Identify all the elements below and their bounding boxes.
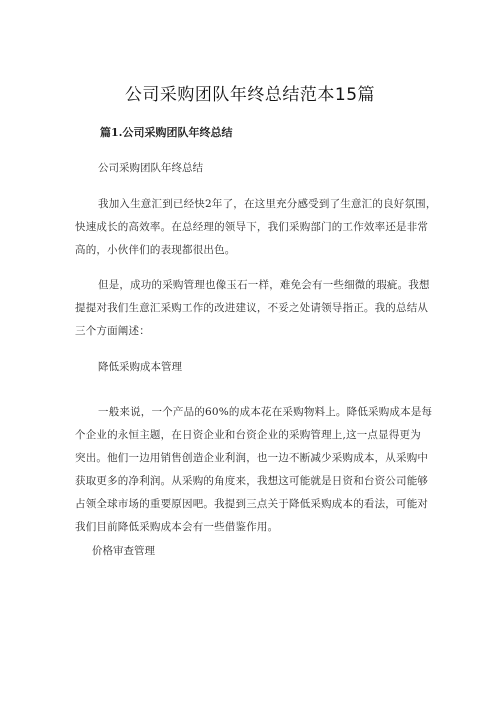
heading-price-review: 价格审查管理 (92, 545, 155, 557)
paragraph-line: 快速成长的高效率。在总经理的领导下，我们采购部门的工作效率还是非常 (75, 221, 429, 233)
paragraph-line: 我们目前降低采购成本会有一些借鉴作用。 (75, 521, 279, 533)
paragraph-line: 占领全球市场的重要原因吧。我提到三点关于降低采购成本的看法，可能对 (75, 498, 429, 510)
paragraph-line: 一般来说，一个产品的60%的成本花在采购物料上。降低采购成本是每 (98, 406, 433, 418)
paragraph-line: 三个方面阐述： (75, 325, 150, 337)
paragraph-line: 突出。他们一边用销售创造企业利润，也一边不断减少采购成本，从采购中 (75, 452, 429, 464)
section-heading: 篇1.公司采购团队年终总结 (100, 126, 233, 139)
paragraph-line: 高的，小伙伴们的表现都很出色。 (75, 244, 236, 256)
document-title: 公司采购团队年终总结范本15篇 (124, 85, 376, 105)
document-subtitle: 公司采购团队年终总结 (98, 162, 203, 174)
paragraph-line: 我加入生意汇到已经快2年了，在这里充分感受到了生意汇的良好氛围， (98, 198, 437, 210)
paragraph-line: 提提对我们生意汇采购工作的改进建议，不妥之处请领导指正。我的总结从 (75, 302, 429, 314)
paragraph-line: 个企业的永恒主题，在日资企业和台资企业的采购管理上,这一点显得更为 (75, 429, 421, 441)
paragraph-line: 获取更多的净利润。从采购的角度来，我想这可能就是日资和台资公司能够 (75, 475, 429, 487)
paragraph-line: 但是，成功的采购管理也像玉石一样，难免会有一些细微的瑕疵。我想 (98, 279, 430, 291)
heading-cost-management: 降低采购成本管理 (98, 361, 182, 373)
